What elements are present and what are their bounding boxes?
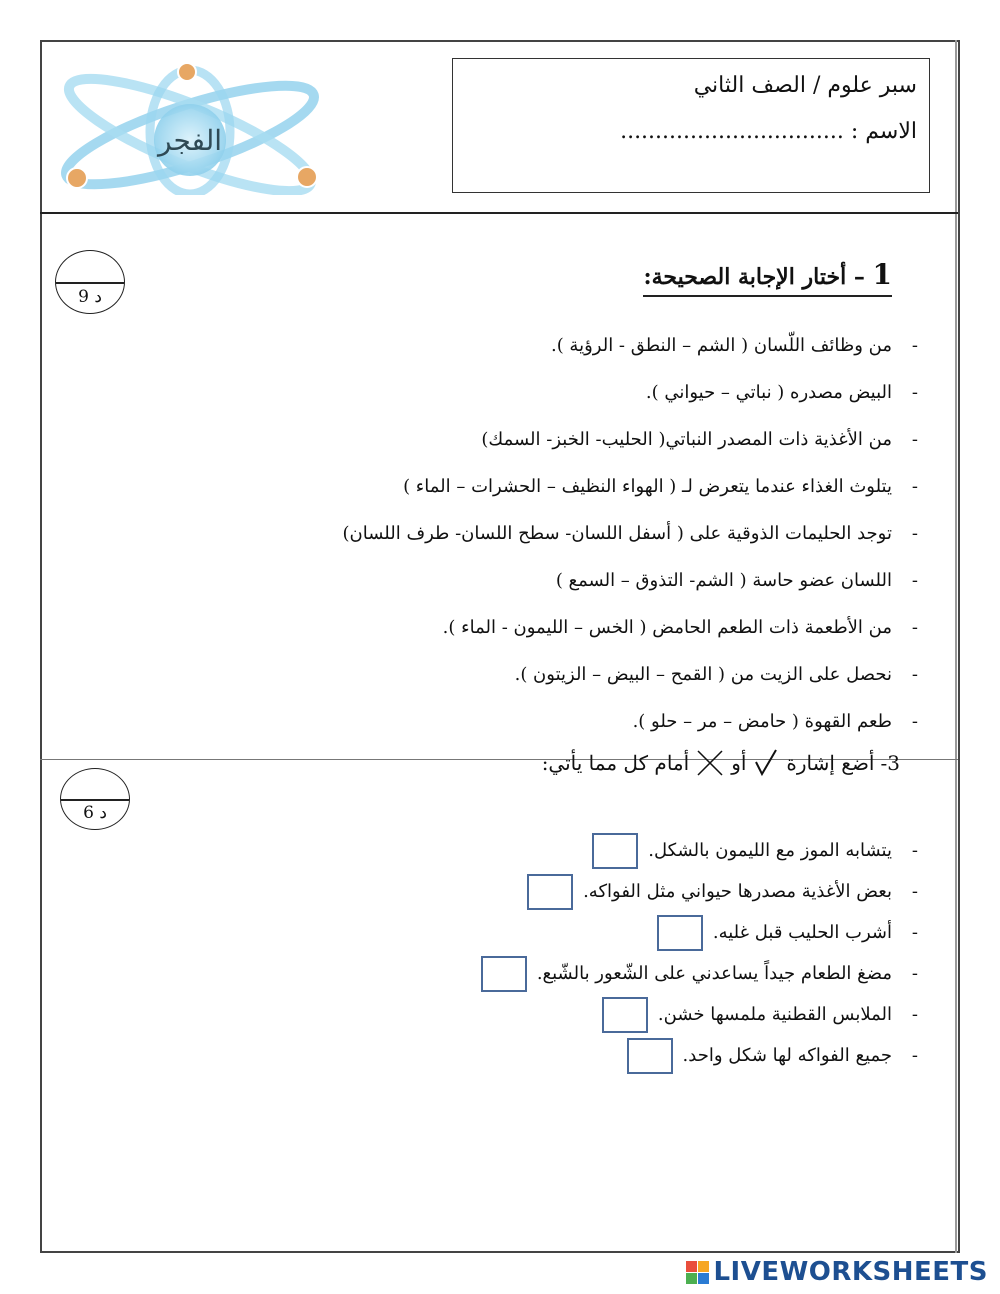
section-1-title: [643, 258, 892, 297]
header-box: [452, 58, 930, 193]
section-1-number: 1: [872, 258, 892, 291]
list-item: - من وظائف اللّسان ( الشم – النطق - الرؤية ).: [550, 335, 918, 356]
list-item: - بعض الأغذية مصدرها حيواني مثل الفواكه.: [481, 871, 918, 912]
score-3: 6 د: [83, 803, 107, 823]
liveworksheets-logo-icon: [686, 1261, 709, 1284]
list-item: - اللسان عضو حاسة ( الشم- التذوق – السمع ): [555, 570, 918, 591]
answer-box[interactable]: [657, 915, 703, 951]
name-dots: ................................: [620, 119, 844, 144]
answer-box[interactable]: [481, 956, 527, 992]
score-circle-3: [60, 768, 130, 830]
answer-box[interactable]: [627, 1038, 673, 1074]
worksheet-title: سبر علوم / الصف الثاني: [693, 73, 917, 98]
list-item: - من الأطعمة ذات الطعم الحامض ( الخس – الليمون - الماء ).: [442, 617, 918, 638]
question-3-list: [481, 830, 918, 1076]
name-label: الاسم :: [850, 119, 917, 144]
section-3-title: 3- أضع إشارة أو أمام كل مما يأتي:: [542, 748, 900, 778]
list-item: - مضغ الطعام جيداً يساعدني على الشّعور بالشّبع.: [481, 953, 918, 994]
score-1: 9 د: [78, 287, 102, 307]
list-item: - البيض مصدره ( نباتي – حيواني ).: [645, 382, 918, 403]
list-item: - يتشابه الموز مع الليمون بالشكل.: [481, 830, 918, 871]
answer-box[interactable]: [592, 833, 638, 869]
student-name-line: [620, 119, 917, 144]
logo-calligraphy: الفجر: [158, 124, 222, 157]
frame-inner-edge: [955, 40, 957, 1253]
score-circle-1: [55, 250, 125, 314]
list-item: - من الأغذية ذات المصدر النباتي( الحليب- الخبز- السمك): [481, 429, 918, 450]
brand-name: LIVEWORKSHEETS: [713, 1257, 988, 1287]
list-item: - أشرب الحليب قبل غليه.: [481, 912, 918, 953]
atom-logo-icon: [55, 60, 330, 195]
list-item: - نحصل على الزيت من ( القمح – البيض – الزيتون ).: [514, 664, 918, 685]
answer-box[interactable]: [527, 874, 573, 910]
list-item: - الملابس القطنية ملمسها خشن.: [481, 994, 918, 1035]
question-1-list: [343, 322, 918, 745]
liveworksheets-footer: [686, 1254, 988, 1290]
list-item: - يتلوث الغذاء عندما يتعرض لـ ( الهواء النظيف – الحشرات – الماء ): [403, 476, 918, 497]
check-mark-icon: [752, 748, 780, 778]
list-item: - طعم القهوة ( حامض – مر – حلو ).: [632, 711, 918, 732]
list-item: - جميع الفواكه لها شكل واحد.: [481, 1035, 918, 1076]
section-1-heading: – أختار الإجابة الصحيحة:: [643, 264, 865, 290]
section-3-number: 3-: [880, 751, 900, 775]
answer-box[interactable]: [602, 997, 648, 1033]
list-item: - توجد الحليمات الذوقية على ( أسفل اللسان- سطح اللسان- طرف اللسان): [342, 523, 918, 544]
cross-mark-icon: [695, 748, 725, 778]
divider: [40, 212, 958, 214]
